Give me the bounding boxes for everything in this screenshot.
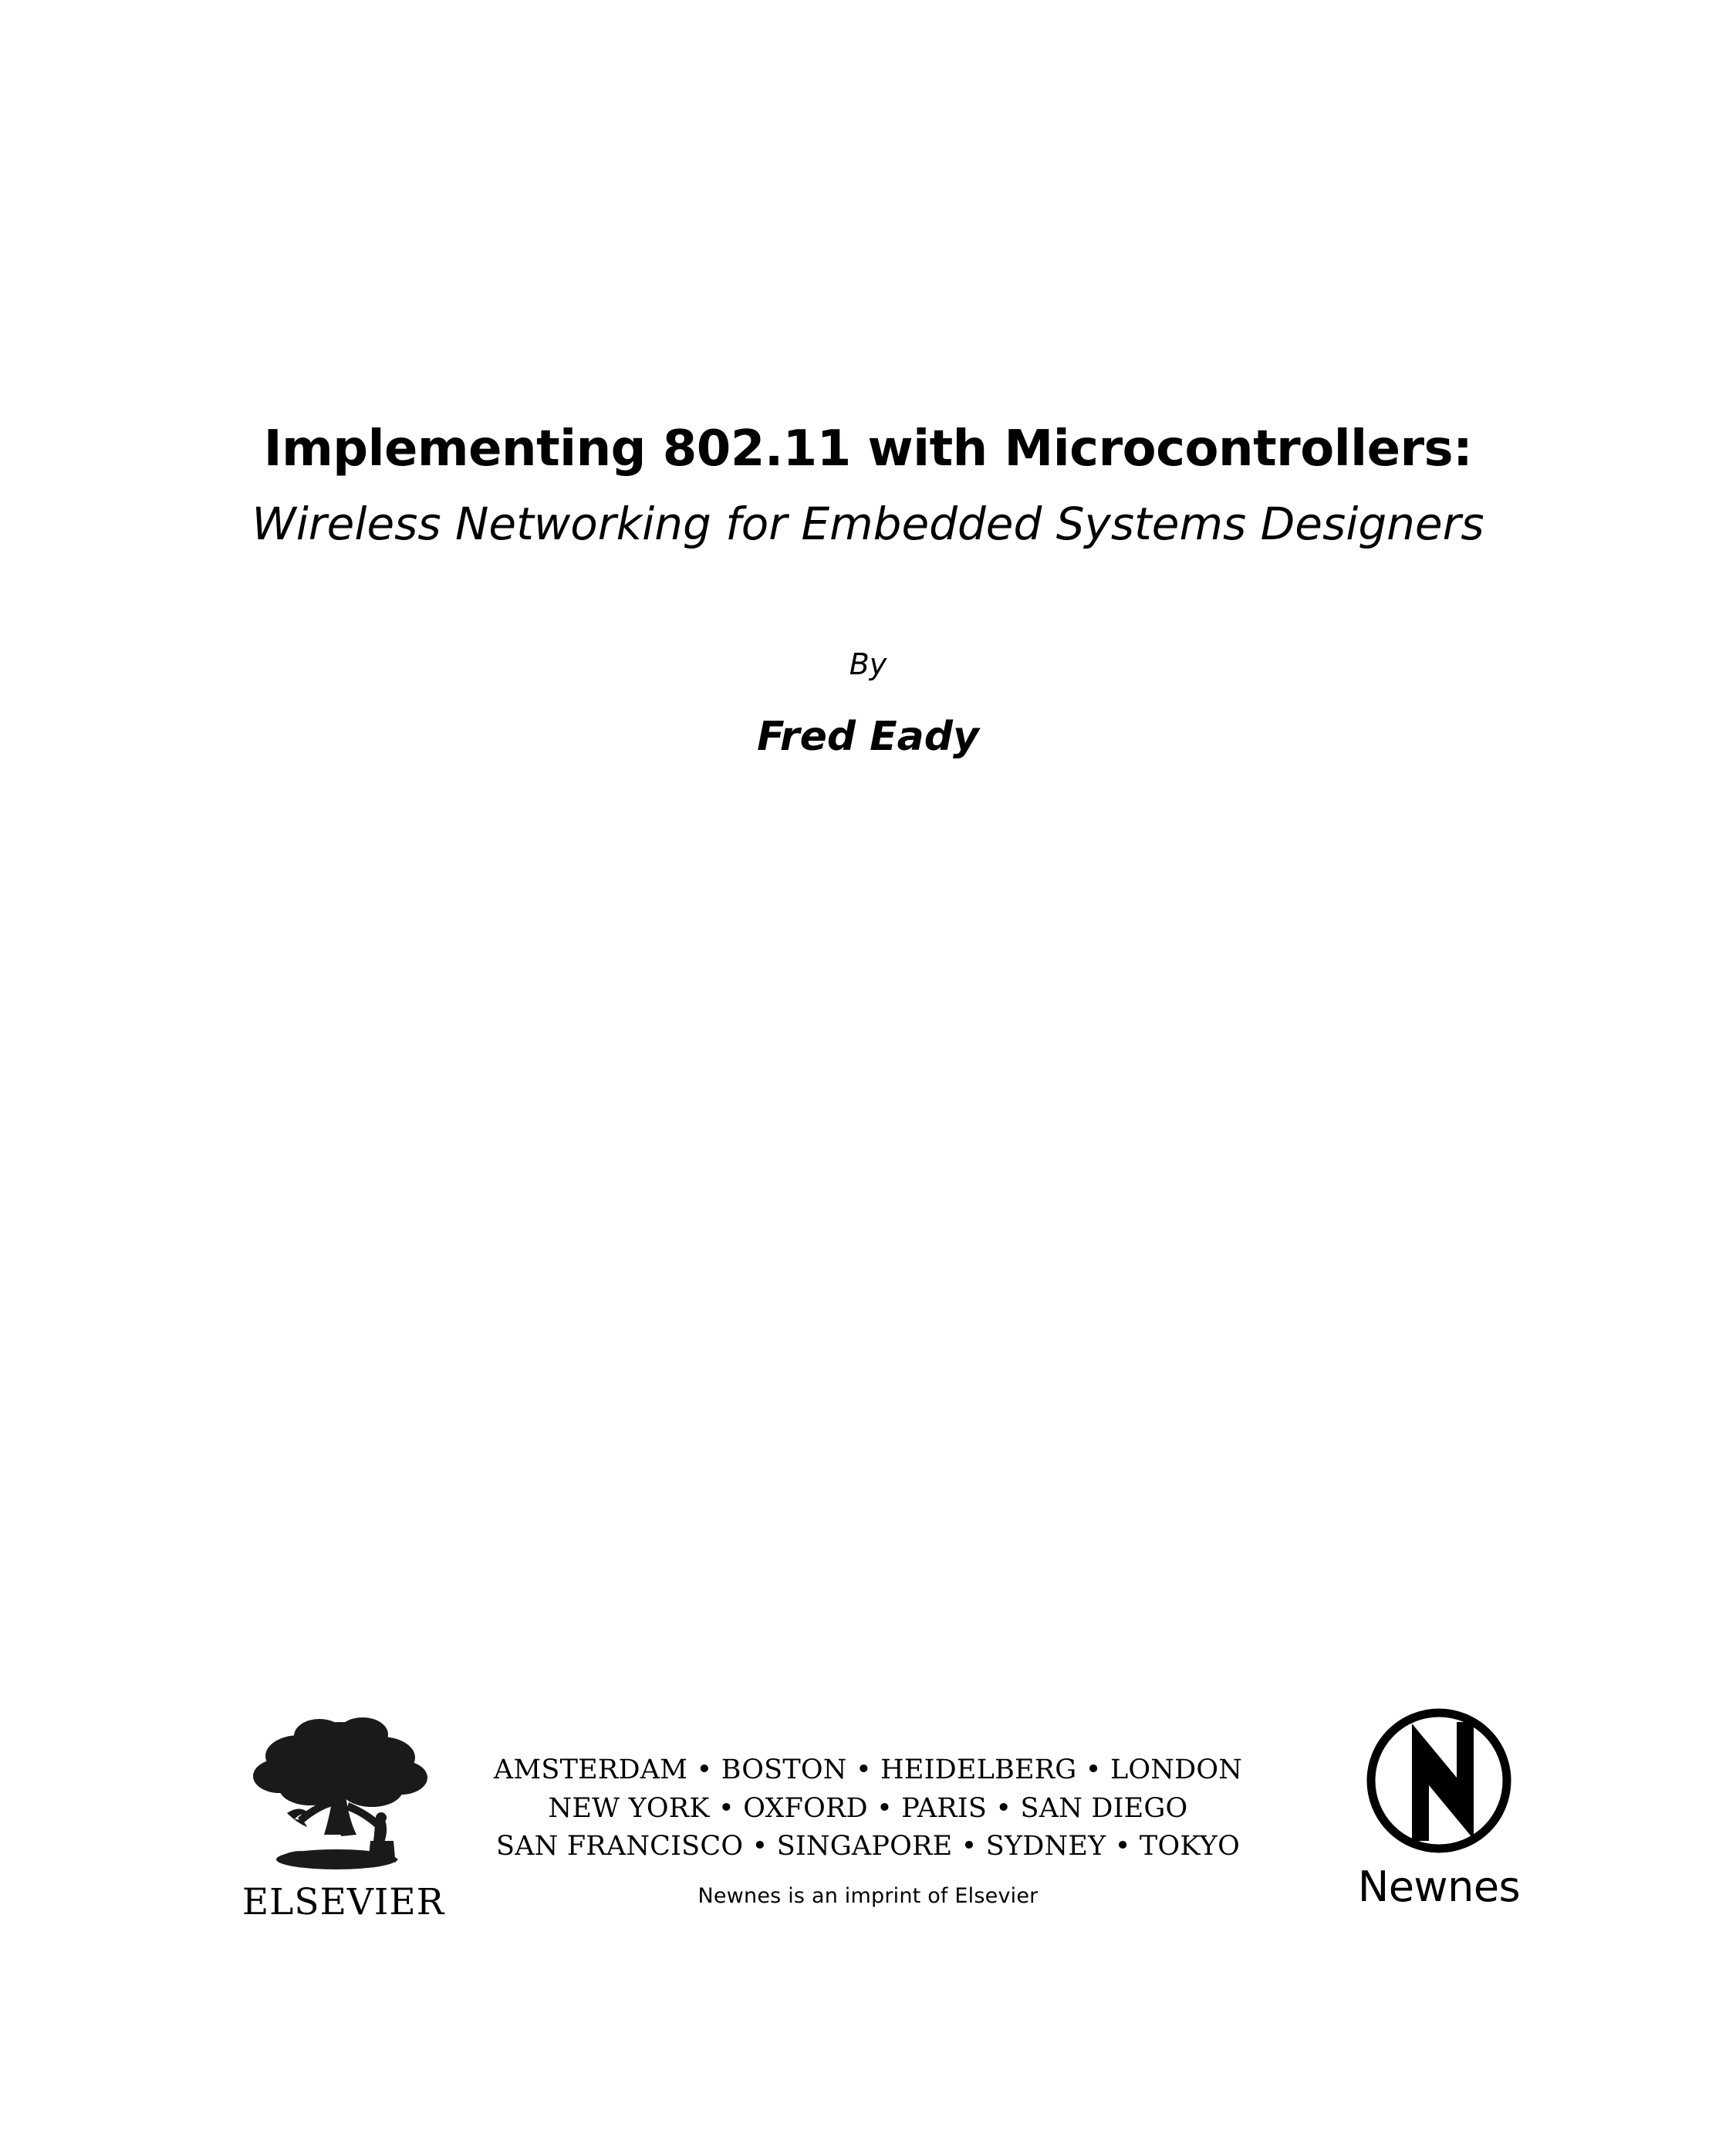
cities-line-3: SAN FRANCISCO • SINGAPORE • SYDNEY • TOKYO [496, 1831, 1240, 1862]
newnes-lightning-circle-icon [1358, 1704, 1520, 1866]
publisher-cities [478, 1751, 1258, 1911]
cities-line-2: NEW YORK • OXFORD • PARIS • SAN DIEGO [548, 1792, 1188, 1824]
elsevier-logo [239, 1705, 448, 1923]
elsevier-tree-icon [239, 1705, 440, 1883]
page-subtitle: Wireless Networking for Embedded Systems Designers [252, 497, 1484, 550]
byline-prefix: By [849, 647, 887, 682]
newnes-logo [1312, 1704, 1566, 1911]
page-title: Implementing 802.11 with Microcontrollers: [263, 420, 1473, 478]
elsevier-wordmark: ELSEVIER [241, 1881, 445, 1923]
author-name: Fred Eady [757, 714, 979, 761]
cities-line-1: AMSTERDAM • BOSTON • HEIDELBERG • LONDON [493, 1754, 1243, 1785]
publisher-footer [0, 1682, 1736, 1975]
imprint-note: Newnes is an imprint of Elsevier [697, 1884, 1039, 1909]
newnes-wordmark: Newnes [1357, 1862, 1521, 1911]
title-block [0, 420, 1736, 760]
